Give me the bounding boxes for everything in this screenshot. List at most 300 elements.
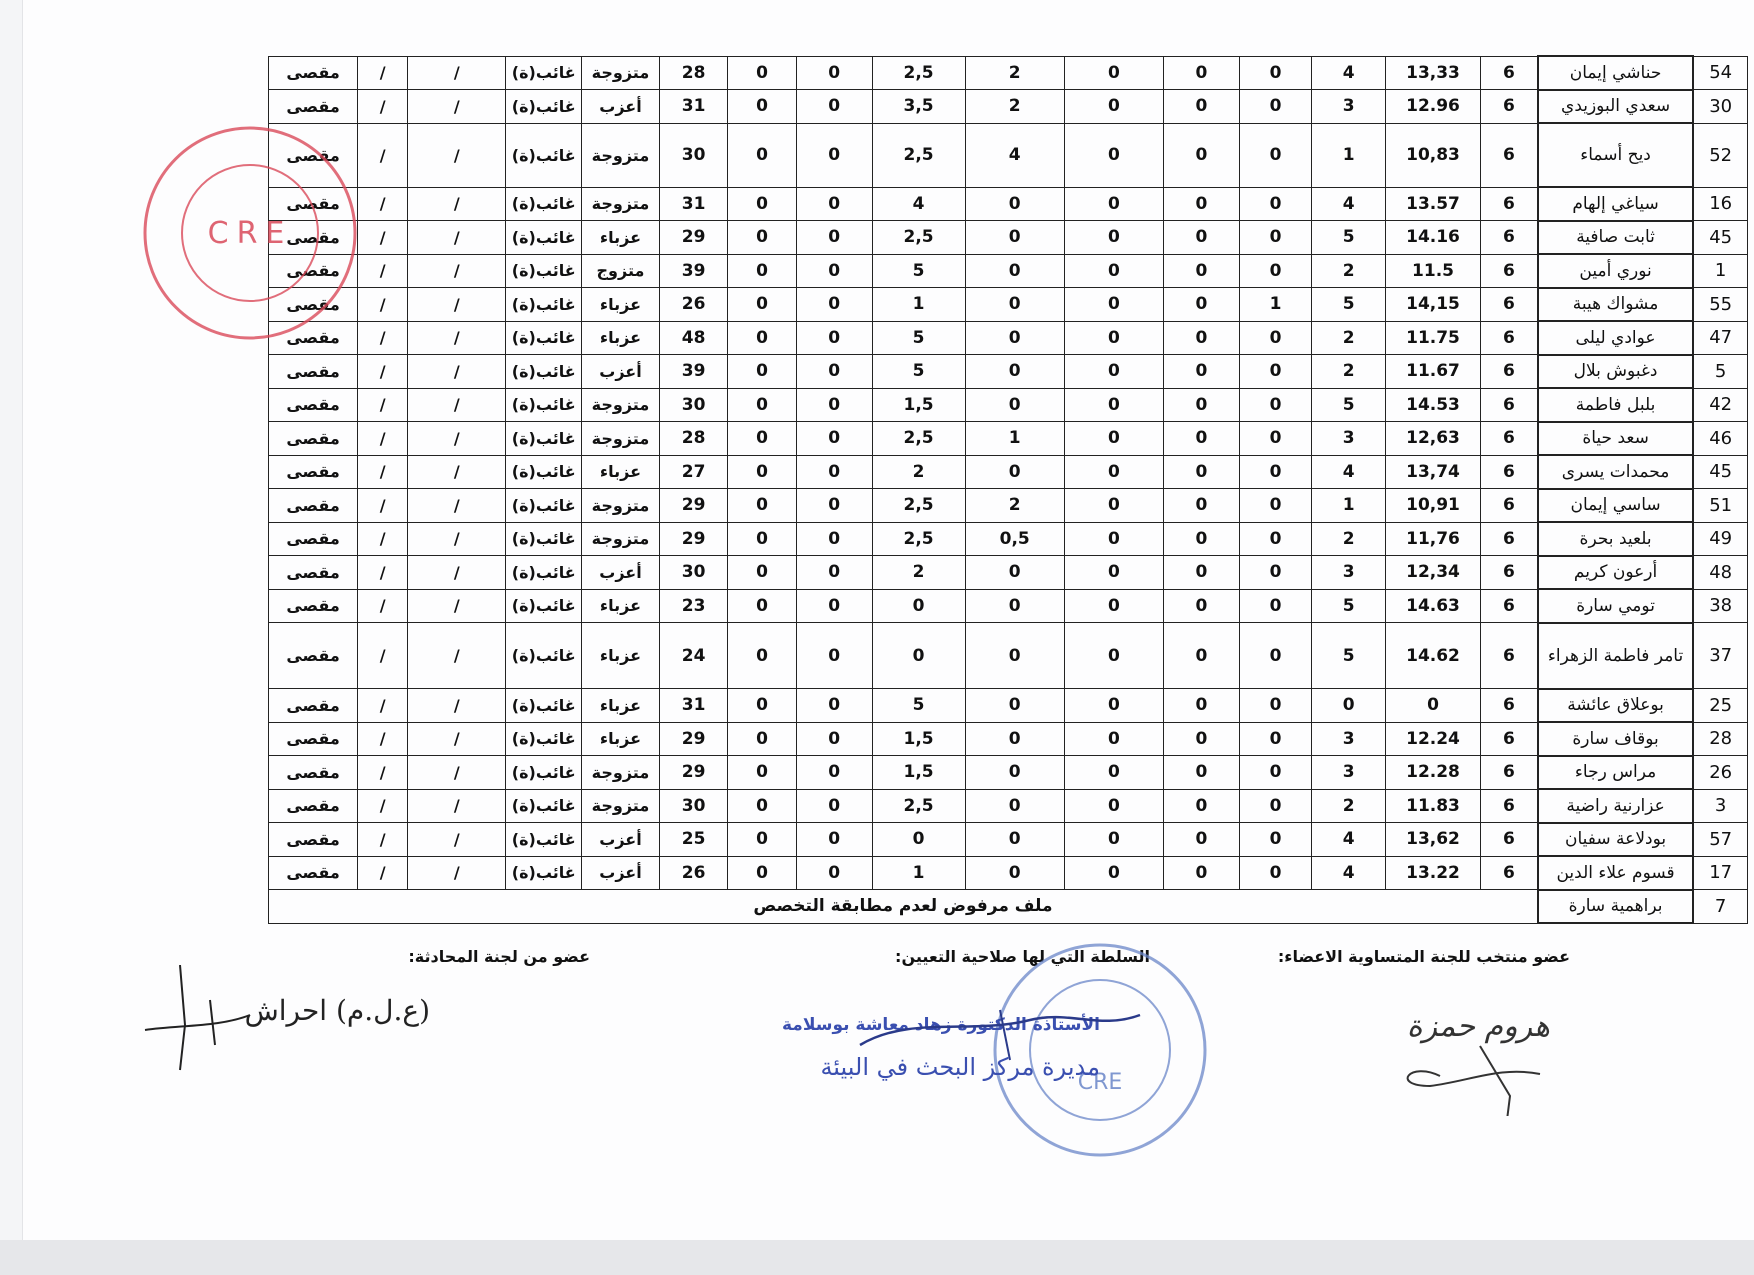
cell-status: مقصى [269, 589, 358, 623]
cell-marital: عزباء [582, 455, 660, 489]
red-stamp [135, 118, 365, 348]
cell-c9: 0 [796, 489, 872, 523]
cell-n: 25 [1693, 689, 1747, 723]
cell-c7: 0 [965, 254, 1064, 288]
cell-c9: 0 [796, 522, 872, 556]
cell-s2: / [358, 689, 408, 723]
cell-c3: 0 [1312, 689, 1386, 723]
cell-c7: 0 [965, 722, 1064, 756]
cell-s2: / [358, 556, 408, 590]
interview-member-label: عضو من لجنة المحادثة: [408, 947, 590, 966]
cell-c8: 5 [872, 355, 965, 389]
rejected-note: ملف مرفوض لعدم مطابقة التخصص [269, 890, 1538, 924]
cell-marital: أعزب [582, 90, 660, 124]
cell-n: 52 [1693, 123, 1747, 187]
cell-s2: / [358, 123, 408, 187]
cell-status: مقصى [269, 422, 358, 456]
table-row [269, 388, 1748, 422]
cell-s2: / [358, 623, 408, 689]
cell-c1: 6 [1481, 56, 1538, 90]
cell-c7: 4 [965, 123, 1064, 187]
cell-age: 29 [659, 722, 728, 756]
cell-s2: / [358, 823, 408, 857]
cell-s1: / [408, 722, 506, 756]
table-row [269, 288, 1748, 322]
cell-marital: أعزب [582, 823, 660, 857]
table-row [269, 56, 1748, 90]
cell-score: 12.96 [1385, 90, 1480, 124]
cell-absent: غائب(ة) [506, 254, 582, 288]
cell-c10: 0 [728, 623, 797, 689]
cell-c5: 0 [1164, 789, 1240, 823]
cell-c8: 2,5 [872, 489, 965, 523]
cell-n: 49 [1693, 522, 1747, 556]
cell-c9: 0 [796, 321, 872, 355]
cell-name: قسوم علاء الدين [1538, 856, 1693, 890]
cell-c1: 6 [1481, 422, 1538, 456]
cell-c1: 6 [1481, 455, 1538, 489]
cell-c6: 0 [1064, 56, 1163, 90]
cell-n: 17 [1693, 856, 1747, 890]
cell-n: 42 [1693, 388, 1747, 422]
cell-c5: 0 [1164, 90, 1240, 124]
cell-c8: 4 [872, 187, 965, 221]
cell-n: 3 [1693, 789, 1747, 823]
cell-absent: غائب(ة) [506, 56, 582, 90]
cell-status: مقصى [269, 623, 358, 689]
cell-c6: 0 [1064, 522, 1163, 556]
cell-marital: متزوجة [582, 422, 660, 456]
cell-c5: 0 [1164, 455, 1240, 489]
cell-s2: / [358, 422, 408, 456]
cell-age: 27 [659, 455, 728, 489]
cell-age: 30 [659, 789, 728, 823]
table-row [269, 321, 1748, 355]
cell-c9: 0 [796, 123, 872, 187]
cell-s2: / [358, 455, 408, 489]
cell-c7: 0 [965, 823, 1064, 857]
cell-age: 25 [659, 823, 728, 857]
cell-age: 29 [659, 489, 728, 523]
cell-c8: 2,5 [872, 123, 965, 187]
cell-c6: 0 [1064, 623, 1163, 689]
cell-c8: 1,5 [872, 722, 965, 756]
cell-n: 54 [1693, 56, 1747, 90]
table-row [269, 789, 1748, 823]
cell-s2: / [358, 90, 408, 124]
table-row [269, 823, 1748, 857]
cell-marital: متزوجة [582, 187, 660, 221]
cell-c1: 6 [1481, 288, 1538, 322]
cell-status: مقصى [269, 455, 358, 489]
cell-s2: / [358, 388, 408, 422]
cell-c3: 2 [1312, 355, 1386, 389]
cell-s1: / [408, 221, 506, 255]
cell-s2: / [358, 589, 408, 623]
cell-name: بلبل فاطمة [1538, 388, 1693, 422]
cell-c1: 6 [1481, 689, 1538, 723]
cell-status: مقصى [269, 321, 358, 355]
cell-marital: عزباء [582, 689, 660, 723]
cell-status: مقصى [269, 254, 358, 288]
table-row [269, 489, 1748, 523]
cell-absent: غائب(ة) [506, 321, 582, 355]
cell-c5: 0 [1164, 589, 1240, 623]
cell-age: 29 [659, 221, 728, 255]
cell-n: 5 [1693, 355, 1747, 389]
cell-age: 39 [659, 355, 728, 389]
cell-c5: 0 [1164, 489, 1240, 523]
cell-c8: 2,5 [872, 56, 965, 90]
cell-age: 30 [659, 556, 728, 590]
cell-status: مقصى [269, 221, 358, 255]
cell-c7: 0 [965, 589, 1064, 623]
cell-c4: 0 [1239, 789, 1312, 823]
table-row [269, 455, 1748, 489]
cell-c6: 0 [1064, 221, 1163, 255]
cell-marital: متزوجة [582, 756, 660, 790]
cell-s1: / [408, 522, 506, 556]
cell-c4: 0 [1239, 254, 1312, 288]
cell-c7: 0 [965, 221, 1064, 255]
cell-c6: 0 [1064, 455, 1163, 489]
cell-c5: 0 [1164, 388, 1240, 422]
cell-name: ثابت صافية [1538, 221, 1693, 255]
cell-s2: / [358, 856, 408, 890]
cell-c1: 6 [1481, 90, 1538, 124]
blue-stamp-text: CRE [1077, 1070, 1123, 1095]
table-row [269, 187, 1748, 221]
cell-marital: أعزب [582, 355, 660, 389]
cell-status: مقصى [269, 288, 358, 322]
cell-n: 38 [1693, 589, 1747, 623]
cell-s2: / [358, 722, 408, 756]
cell-c9: 0 [796, 355, 872, 389]
cell-c4: 0 [1239, 556, 1312, 590]
cell-c9: 0 [796, 722, 872, 756]
cell-c10: 0 [728, 187, 797, 221]
cell-s1: / [408, 288, 506, 322]
cell-marital: عزباء [582, 722, 660, 756]
cell-c4: 0 [1239, 355, 1312, 389]
cell-c7: 0 [965, 455, 1064, 489]
cell-c10: 0 [728, 254, 797, 288]
elected-handwriting-text: هروم حمزة [1406, 1009, 1550, 1044]
cell-c8: 5 [872, 321, 965, 355]
cell-score: 11.67 [1385, 355, 1480, 389]
cell-c7: 1 [965, 422, 1064, 456]
cell-n: 47 [1693, 321, 1747, 355]
cell-s1: / [408, 321, 506, 355]
cell-c8: 0 [872, 623, 965, 689]
cell-s1: / [408, 388, 506, 422]
cell-s1: / [408, 489, 506, 523]
cell-c8: 0 [872, 823, 965, 857]
cell-age: 31 [659, 689, 728, 723]
cell-c5: 0 [1164, 321, 1240, 355]
cell-c5: 0 [1164, 623, 1240, 689]
cell-s1: / [408, 355, 506, 389]
cell-c4: 0 [1239, 722, 1312, 756]
cell-marital: متزوج [582, 254, 660, 288]
cell-s1: / [408, 756, 506, 790]
cell-c5: 0 [1164, 689, 1240, 723]
cell-absent: غائب(ة) [506, 856, 582, 890]
cell-c1: 6 [1481, 589, 1538, 623]
cell-marital: عزباء [582, 623, 660, 689]
cell-marital: متزوجة [582, 789, 660, 823]
cell-c9: 0 [796, 556, 872, 590]
cell-marital: متزوجة [582, 123, 660, 187]
cell-marital: متزوجة [582, 522, 660, 556]
cell-c4: 0 [1239, 422, 1312, 456]
cell-absent: غائب(ة) [506, 355, 582, 389]
cell-name: بوقاف سارة [1538, 722, 1693, 756]
cell-name: بلعيد بحرة [1538, 522, 1693, 556]
cell-s2: / [358, 221, 408, 255]
cell-n: 51 [1693, 489, 1747, 523]
cell-c6: 0 [1064, 123, 1163, 187]
cell-c8: 2,5 [872, 789, 965, 823]
cell-absent: غائب(ة) [506, 722, 582, 756]
cell-age: 31 [659, 187, 728, 221]
cell-c7: 0 [965, 388, 1064, 422]
cell-age: 24 [659, 623, 728, 689]
cell-name: حناشي إيمان [1538, 56, 1693, 90]
cell-marital: أعزب [582, 856, 660, 890]
cell-s1: / [408, 789, 506, 823]
cell-c1: 6 [1481, 489, 1538, 523]
cell-s2: / [358, 254, 408, 288]
cell-c7: 0 [965, 856, 1064, 890]
cell-status: مقصى [269, 789, 358, 823]
cell-status: مقصى [269, 355, 358, 389]
cell-c9: 0 [796, 789, 872, 823]
cell-score: 13,74 [1385, 455, 1480, 489]
cell-c9: 0 [796, 623, 872, 689]
cell-age: 26 [659, 288, 728, 322]
cell-absent: غائب(ة) [506, 756, 582, 790]
cell-age: 23 [659, 589, 728, 623]
cell-c6: 0 [1064, 789, 1163, 823]
cell-c10: 0 [728, 756, 797, 790]
cell-c5: 0 [1164, 422, 1240, 456]
cell-c6: 0 [1064, 90, 1163, 124]
cell-c6: 0 [1064, 856, 1163, 890]
scan-edge-bottom [0, 1240, 1754, 1275]
cell-c9: 0 [796, 388, 872, 422]
cell-name: تامر فاطمة الزهراء [1538, 623, 1693, 689]
cell-name: ساسي إيمان [1538, 489, 1693, 523]
cell-age: 29 [659, 522, 728, 556]
cell-c3: 2 [1312, 789, 1386, 823]
cell-status: مقصى [269, 187, 358, 221]
cell-age: 48 [659, 321, 728, 355]
cell-c4: 0 [1239, 689, 1312, 723]
table-row [269, 623, 1748, 689]
cell-c5: 0 [1164, 221, 1240, 255]
cell-marital: عزباء [582, 221, 660, 255]
cell-absent: غائب(ة) [506, 489, 582, 523]
cell-c7: 0 [965, 187, 1064, 221]
cell-c10: 0 [728, 722, 797, 756]
cell-c7: 0 [965, 288, 1064, 322]
cell-c3: 1 [1312, 489, 1386, 523]
cell-c4: 0 [1239, 623, 1312, 689]
cell-c3: 5 [1312, 221, 1386, 255]
cell-n: 37 [1693, 623, 1747, 689]
cell-n: 45 [1693, 455, 1747, 489]
cell-s2: / [358, 489, 408, 523]
cell-c6: 0 [1064, 589, 1163, 623]
interview-member-handwriting [140, 965, 440, 1085]
cell-c8: 5 [872, 689, 965, 723]
cell-c4: 0 [1239, 388, 1312, 422]
cell-c1: 6 [1481, 789, 1538, 823]
cell-c9: 0 [796, 455, 872, 489]
cell-age: 39 [659, 254, 728, 288]
cell-age: 28 [659, 422, 728, 456]
cell-absent: غائب(ة) [506, 556, 582, 590]
cell-c10: 0 [728, 123, 797, 187]
cell-age: 29 [659, 756, 728, 790]
cell-n: 26 [1693, 756, 1747, 790]
cell-score: 11,76 [1385, 522, 1480, 556]
cell-c4: 0 [1239, 187, 1312, 221]
cell-c8: 1,5 [872, 388, 965, 422]
cell-c10: 0 [728, 455, 797, 489]
cell-status: مقصى [269, 556, 358, 590]
cell-status: مقصى [269, 522, 358, 556]
cell-name: نوري أمين [1538, 254, 1693, 288]
table-row [269, 722, 1748, 756]
cell-c4: 0 [1239, 455, 1312, 489]
rejected-name: براهمية سارة [1538, 890, 1693, 924]
cell-c8: 0 [872, 589, 965, 623]
cell-c7: 0 [965, 756, 1064, 790]
cell-status: مقصى [269, 856, 358, 890]
cell-c6: 0 [1064, 556, 1163, 590]
cell-score: 14.16 [1385, 221, 1480, 255]
cell-c8: 2,5 [872, 422, 965, 456]
cell-score: 13.22 [1385, 856, 1480, 890]
cell-absent: غائب(ة) [506, 589, 582, 623]
cell-marital: أعزب [582, 556, 660, 590]
cell-absent: غائب(ة) [506, 689, 582, 723]
table-row [269, 856, 1748, 890]
cell-s1: / [408, 254, 506, 288]
cell-c8: 2 [872, 556, 965, 590]
cell-c10: 0 [728, 823, 797, 857]
cell-c3: 3 [1312, 90, 1386, 124]
cell-name: عزارنية راضية [1538, 789, 1693, 823]
cell-c4: 0 [1239, 321, 1312, 355]
cell-age: 28 [659, 56, 728, 90]
cell-age: 30 [659, 123, 728, 187]
cell-status: مقصى [269, 689, 358, 723]
cell-c10: 0 [728, 789, 797, 823]
table-row [269, 589, 1748, 623]
cell-marital: عزباء [582, 321, 660, 355]
cell-c5: 0 [1164, 254, 1240, 288]
cell-c8: 3,5 [872, 90, 965, 124]
cell-c6: 0 [1064, 355, 1163, 389]
cell-n: 55 [1693, 288, 1747, 322]
cell-c4: 0 [1239, 90, 1312, 124]
cell-c4: 0 [1239, 221, 1312, 255]
cell-c9: 0 [796, 589, 872, 623]
table-row [269, 123, 1748, 187]
cell-c10: 0 [728, 556, 797, 590]
cell-c10: 0 [728, 489, 797, 523]
cell-c9: 0 [796, 90, 872, 124]
cell-c1: 6 [1481, 556, 1538, 590]
cell-status: مقصى [269, 722, 358, 756]
cell-score: 14.63 [1385, 589, 1480, 623]
cell-score: 0 [1385, 689, 1480, 723]
cell-c3: 4 [1312, 56, 1386, 90]
cell-c10: 0 [728, 856, 797, 890]
cell-c1: 6 [1481, 321, 1538, 355]
cell-c5: 0 [1164, 56, 1240, 90]
cell-n: 30 [1693, 90, 1747, 124]
director-signature-scribble [850, 1005, 1150, 1065]
cell-c1: 6 [1481, 823, 1538, 857]
cell-absent: غائب(ة) [506, 789, 582, 823]
table-row [269, 689, 1748, 723]
cell-absent: غائب(ة) [506, 288, 582, 322]
cell-c3: 5 [1312, 623, 1386, 689]
cell-c1: 6 [1481, 123, 1538, 187]
cell-c9: 0 [796, 56, 872, 90]
cell-name: تومي سارة [1538, 589, 1693, 623]
cell-c6: 0 [1064, 388, 1163, 422]
cell-c5: 0 [1164, 856, 1240, 890]
cell-c10: 0 [728, 422, 797, 456]
cell-c4: 0 [1239, 589, 1312, 623]
cell-c7: 0,5 [965, 522, 1064, 556]
cell-c6: 0 [1064, 722, 1163, 756]
cell-c3: 3 [1312, 756, 1386, 790]
cell-c7: 0 [965, 321, 1064, 355]
cell-c3: 5 [1312, 288, 1386, 322]
elected-member-handwriting [1240, 966, 1570, 1116]
cell-c5: 0 [1164, 288, 1240, 322]
cell-s2: / [358, 56, 408, 90]
cell-age: 31 [659, 90, 728, 124]
cell-c3: 2 [1312, 254, 1386, 288]
cell-s1: / [408, 56, 506, 90]
cell-s2: / [358, 355, 408, 389]
cell-c7: 2 [965, 56, 1064, 90]
cell-c6: 0 [1064, 321, 1163, 355]
cell-c3: 4 [1312, 823, 1386, 857]
cell-c7: 2 [965, 90, 1064, 124]
cell-marital: متزوجة [582, 489, 660, 523]
cell-absent: غائب(ة) [506, 422, 582, 456]
cell-score: 12,63 [1385, 422, 1480, 456]
cell-score: 12.24 [1385, 722, 1480, 756]
cell-c10: 0 [728, 221, 797, 255]
cell-c6: 0 [1064, 288, 1163, 322]
cell-c8: 2 [872, 455, 965, 489]
cell-c8: 1,5 [872, 756, 965, 790]
cell-c4: 0 [1239, 489, 1312, 523]
cell-s1: / [408, 556, 506, 590]
cell-s1: / [408, 187, 506, 221]
cell-s1: / [408, 422, 506, 456]
cell-c3: 5 [1312, 589, 1386, 623]
